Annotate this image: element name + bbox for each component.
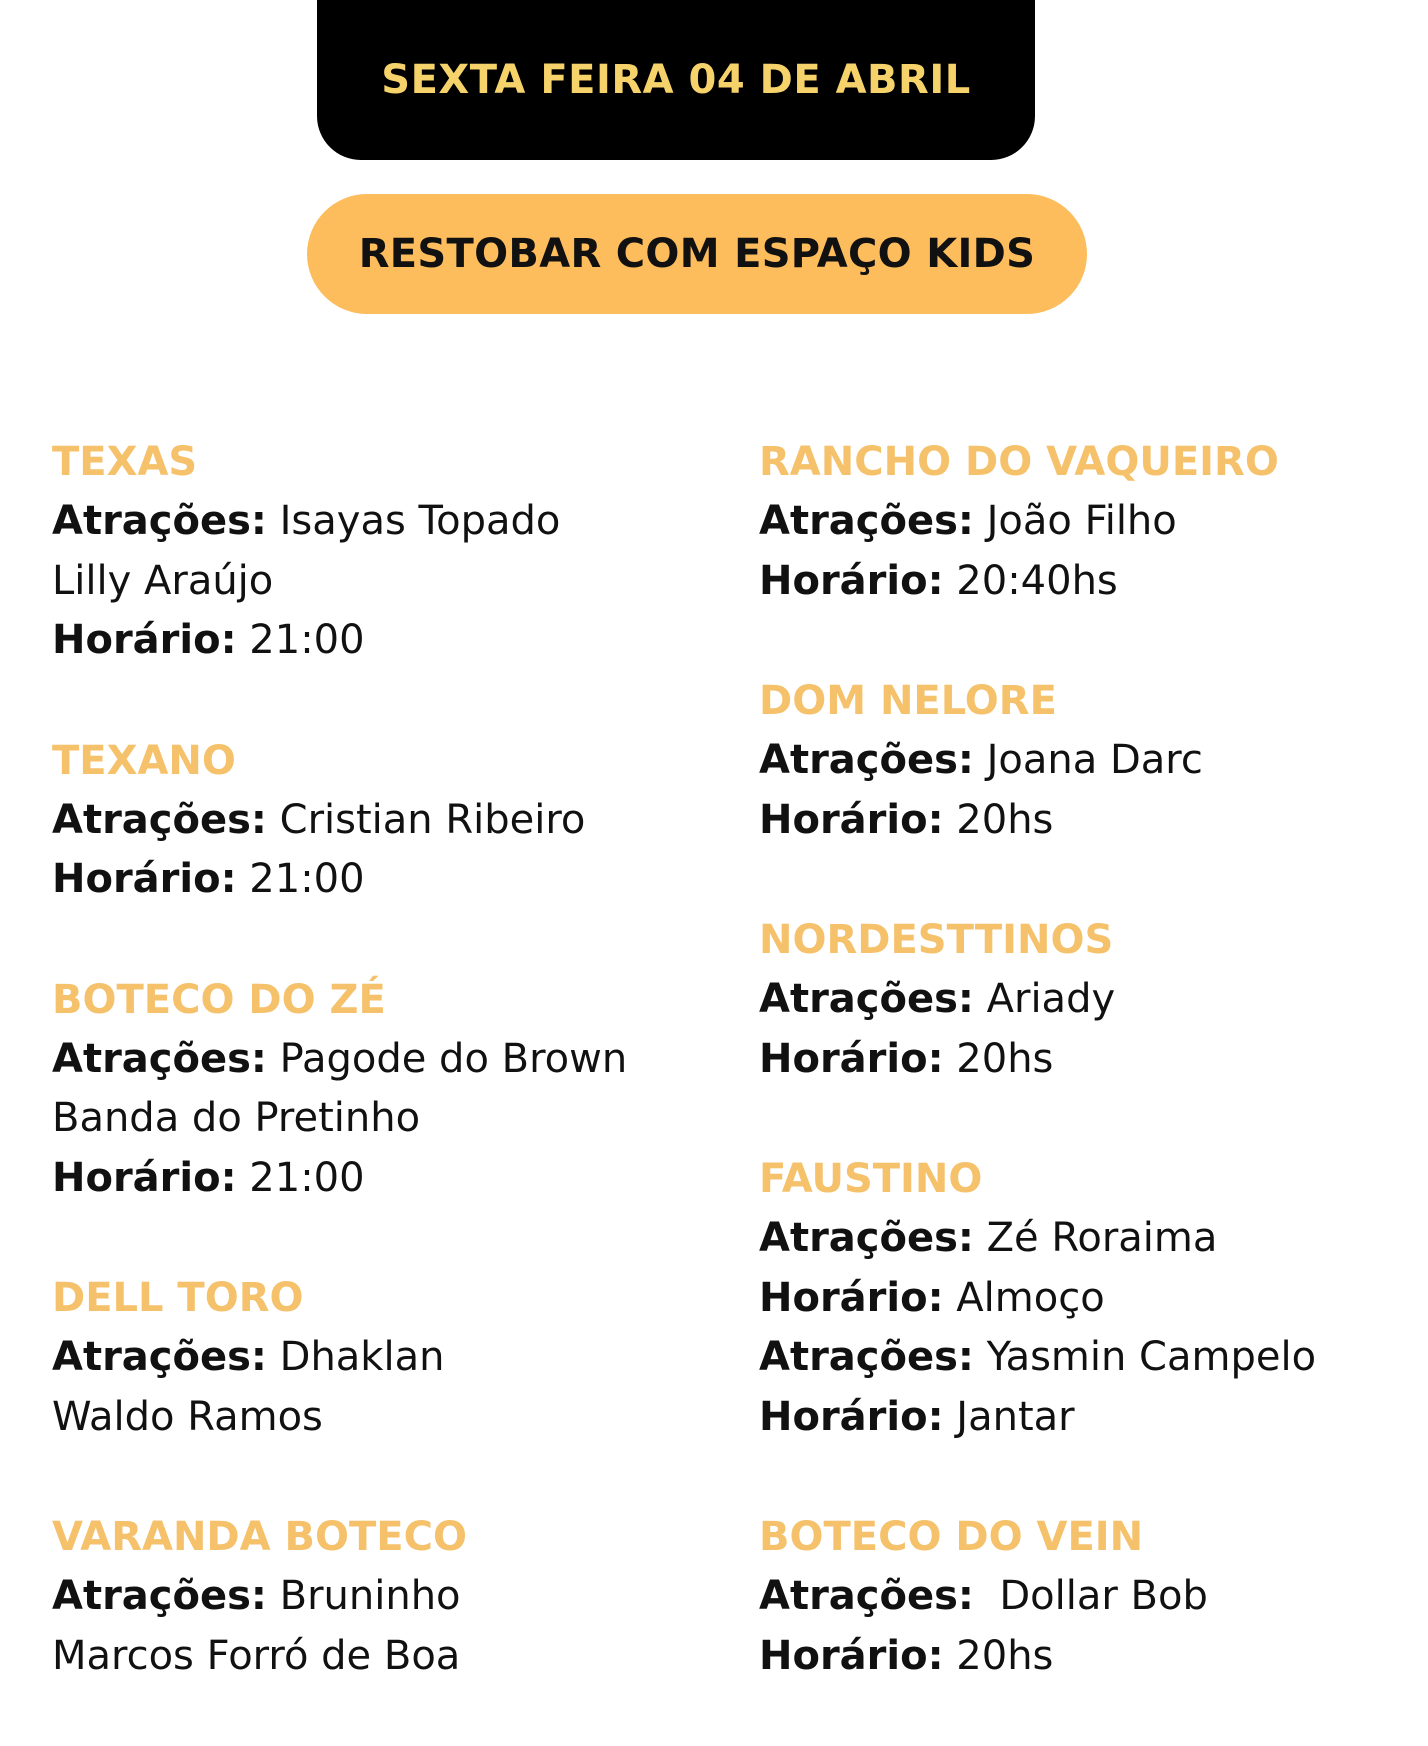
attractions-line: [759, 731, 1428, 791]
line-value: Joana Darc: [973, 737, 1203, 783]
attractions-line: [759, 1328, 1428, 1388]
time-line: [52, 850, 732, 910]
place-varanda-boteco: [52, 1507, 732, 1686]
attractions-line: [759, 492, 1428, 552]
line-label: Horário:: [759, 557, 944, 604]
attractions-line: [52, 552, 732, 612]
line-label: Horário:: [52, 617, 237, 663]
line-value: Waldo Ramos: [52, 1393, 323, 1440]
line-value: 21:00: [236, 617, 365, 663]
place-rancho-do-vaqueiro: [759, 432, 1428, 611]
place-name: RANCHO DO VAQUEIRO: [759, 439, 1279, 485]
place-boteco-do-vein: [759, 1507, 1428, 1686]
line-label: Atrações:: [759, 737, 974, 783]
line-value: Yasmin Campelo: [973, 1334, 1317, 1380]
attractions-line: [52, 492, 732, 552]
line-label: Atrações:: [52, 1035, 267, 1082]
time-line: [52, 611, 732, 671]
line-label: Horário:: [759, 1274, 944, 1321]
left-column: [52, 432, 732, 1746]
time-line: [759, 552, 1428, 612]
time-line: [759, 1030, 1428, 1090]
line-label: Horário:: [52, 1154, 237, 1201]
attractions-line: [52, 1567, 732, 1627]
place-name: BOTECO DO ZÉ: [52, 976, 386, 1023]
line-value: 20hs: [943, 1632, 1054, 1679]
line-value: 21:00: [236, 856, 365, 902]
line-value: Ariady: [973, 976, 1116, 1022]
line-label: Atrações:: [759, 498, 974, 544]
time-line: [759, 1388, 1428, 1448]
attractions-line: [52, 1030, 732, 1090]
attractions-line: [52, 1388, 732, 1448]
place-texas: [52, 432, 732, 671]
line-value: 21:00: [236, 1154, 365, 1201]
place-dom-nelore: [759, 671, 1428, 850]
line-value: 20hs: [943, 1035, 1054, 1082]
attractions-line: [52, 1328, 732, 1388]
date-banner: [317, 0, 1035, 160]
attractions-line: [759, 1209, 1428, 1269]
line-label: Horário:: [52, 856, 237, 902]
place-name: FAUSTINO: [759, 1156, 983, 1202]
place-nordesttinos: [759, 910, 1428, 1089]
line-label: Horário:: [759, 796, 944, 843]
attractions-line: [759, 970, 1428, 1030]
attractions-line: [52, 1627, 732, 1687]
line-value: 20hs: [943, 796, 1054, 843]
line-value: Zé Roraima: [973, 1215, 1218, 1261]
date-title: SEXTA FEIRA 04 DE ABRIL: [381, 57, 971, 103]
place-name: NORDESTTINOS: [759, 917, 1114, 963]
line-value: Almoço: [943, 1274, 1105, 1321]
right-column: [759, 432, 1428, 1746]
line-value: Lilly Araújo: [52, 557, 274, 604]
line-value: Isayas Topado: [266, 498, 561, 544]
place-name: BOTECO DO VEIN: [759, 1514, 1144, 1560]
line-value: Jantar: [943, 1393, 1075, 1440]
place-texano: [52, 731, 732, 910]
line-value: Pagode do Brown: [266, 1035, 628, 1082]
attractions-line: [52, 791, 732, 851]
time-line: [759, 791, 1428, 851]
place-name: DOM NELORE: [759, 678, 1057, 724]
line-value: Banda do Pretinho: [52, 1095, 421, 1141]
line-label: Atrações:: [759, 1215, 974, 1261]
place-boteco-do-ze: [52, 970, 732, 1209]
line-value: Dollar Bob: [973, 1573, 1208, 1619]
line-label: Atrações:: [52, 1334, 267, 1380]
line-value: Dhaklan: [266, 1334, 445, 1380]
line-label: Horário:: [759, 1393, 944, 1440]
attractions-line: [759, 1567, 1428, 1627]
place-name: DELL TORO: [52, 1275, 304, 1321]
time-line: [52, 1149, 732, 1209]
place-dell-toro: [52, 1268, 732, 1447]
place-name: TEXAS: [52, 439, 198, 485]
line-label: Atrações:: [52, 498, 267, 544]
time-line: [759, 1269, 1428, 1329]
line-label: Atrações:: [52, 1573, 267, 1619]
place-name: TEXANO: [52, 737, 236, 784]
line-value: Cristian Ribeiro: [266, 796, 586, 843]
line-label: Atrações:: [759, 1573, 974, 1619]
line-label: Atrações:: [759, 976, 974, 1022]
line-label: Horário:: [759, 1632, 944, 1679]
time-line: [759, 1627, 1428, 1687]
attractions-line: [52, 1089, 732, 1149]
line-label: Atrações:: [52, 796, 267, 843]
line-value: Marcos Forró de Boa: [52, 1632, 461, 1679]
line-value: João Filho: [973, 498, 1177, 544]
venue-title-pill: [307, 194, 1087, 314]
line-label: Atrações:: [759, 1334, 974, 1380]
line-value: 20:40hs: [943, 557, 1118, 604]
place-faustino: [759, 1149, 1428, 1447]
venue-title: RESTOBAR COM ESPAÇO KIDS: [358, 231, 1036, 277]
place-name: VARANDA BOTECO: [52, 1514, 467, 1560]
line-label: Horário:: [759, 1035, 944, 1082]
line-value: Bruninho: [266, 1573, 461, 1619]
